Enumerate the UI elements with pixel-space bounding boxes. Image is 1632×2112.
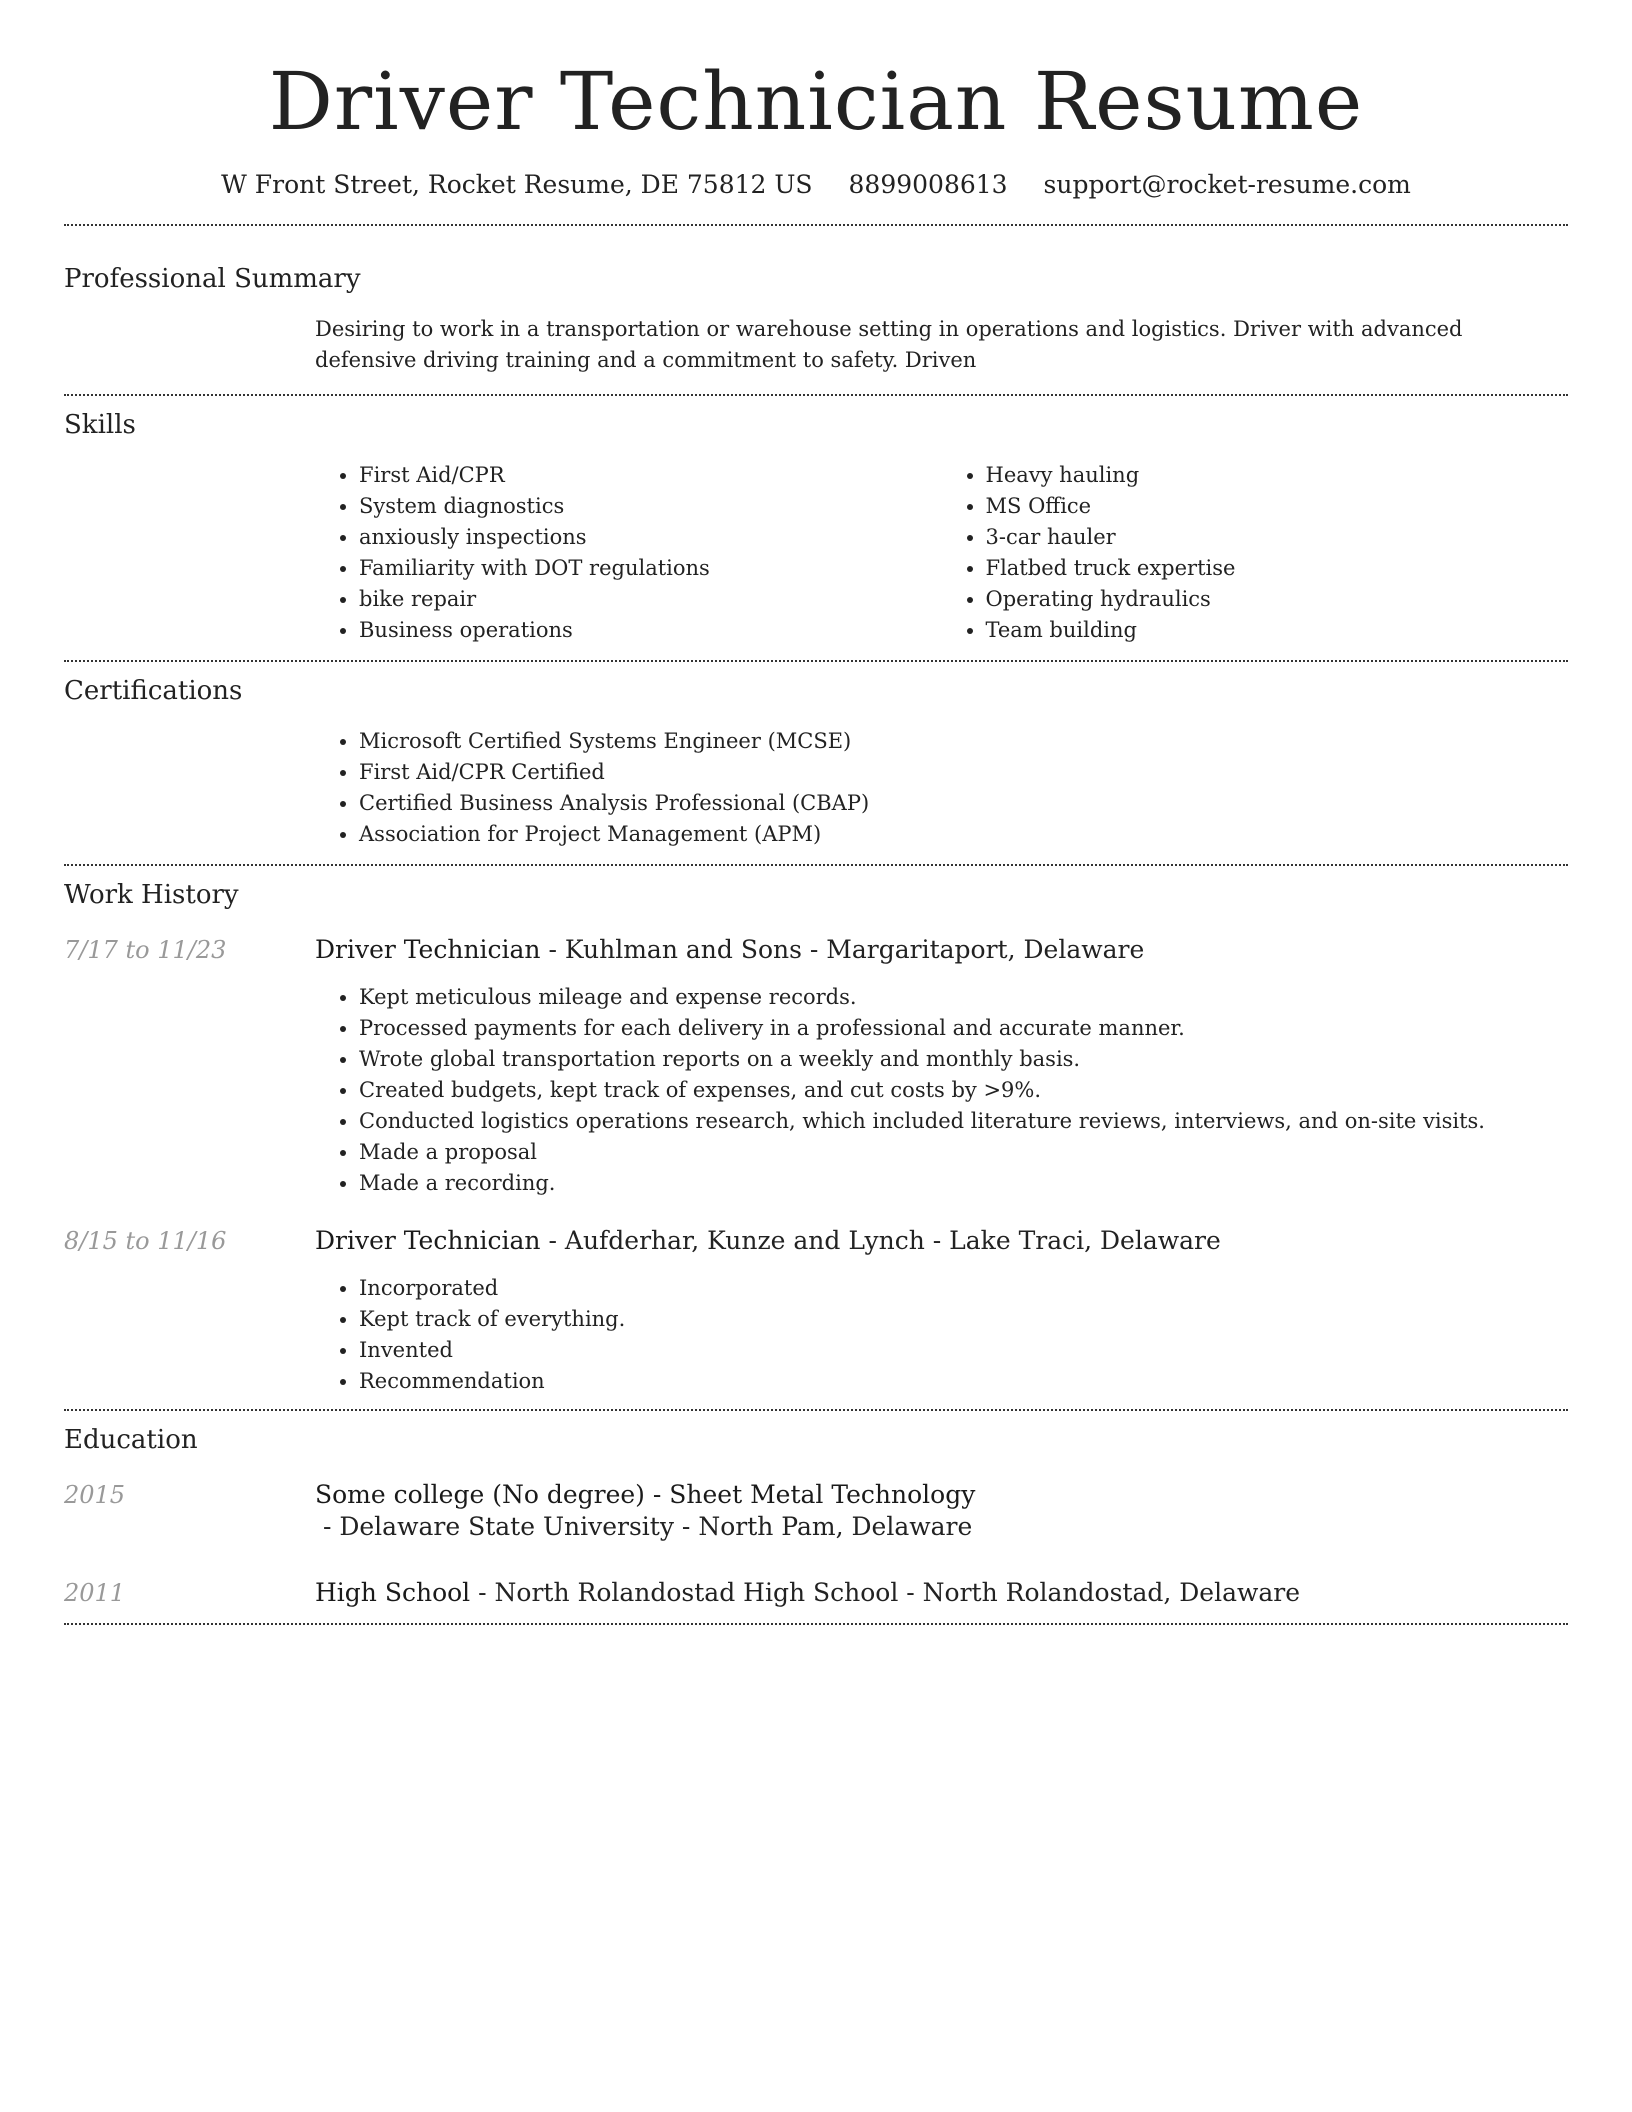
education-entry — [64, 1577, 1568, 1609]
skills-right-list — [942, 460, 1569, 646]
contact-line — [64, 168, 1568, 202]
skill-item: • anxiously inspections — [359, 522, 942, 553]
work-history-section — [64, 866, 1568, 1409]
skill-item: • Heavy hauling — [986, 460, 1569, 491]
job-bullet: • Made a proposal — [359, 1137, 1568, 1168]
education-school-location: - Delaware State University - North Pam, Delaware — [315, 1512, 973, 1541]
skill-item: • First Aid/CPR — [359, 460, 942, 491]
section-title-skills: Skills — [64, 410, 136, 440]
skills-columns — [315, 460, 1568, 646]
job-bullet: • Invented — [359, 1335, 1568, 1366]
skill-item: • Business operations — [359, 615, 942, 646]
job-heading — [315, 934, 1568, 966]
skill-item: • Familiarity with DOT regulations — [359, 553, 942, 584]
job-bullets — [315, 1273, 1568, 1397]
summary-text: Desiring to work in a transportation or warehouse setting in operations and logistics. Driver with advanced defensive driving training and a commitment to safety. Driven — [315, 317, 1463, 372]
certifications-section — [64, 662, 1568, 864]
section-title-work-history: Work History — [64, 880, 239, 910]
section-title-summary: Professional Summary — [64, 264, 361, 294]
job-employer-location: - Aufderhar, Kunze and Lynch - Lake Traci, Delaware — [540, 1226, 1221, 1255]
section-title-education: Education — [64, 1425, 198, 1455]
job-bullet: • Processed payments for each delivery in a professional and accurate manner. — [359, 1013, 1568, 1044]
education-entry — [64, 1479, 1568, 1543]
divider — [64, 1623, 1568, 1625]
resume-title: Driver Technician Resume — [268, 55, 1364, 148]
skills-left-list — [315, 460, 942, 646]
job-entry — [64, 1225, 1568, 1397]
job-bullet: • Kept track of everything. — [359, 1304, 1568, 1335]
skill-item: • Team building — [986, 615, 1569, 646]
job-role: Driver Technician — [315, 935, 541, 964]
job-bullet: • Recommendation — [359, 1366, 1568, 1397]
contact-email: support@rocket-resume.com — [1043, 170, 1411, 199]
certification-item: • Microsoft Certified Systems Engineer (MCSE) — [359, 726, 1568, 757]
certifications-list — [315, 726, 1568, 850]
certification-item: • Association for Project Management (APM) — [359, 819, 1568, 850]
skill-item: • bike repair — [359, 584, 942, 615]
job-heading — [315, 1225, 1568, 1257]
jobs-list — [64, 934, 1568, 1397]
skill-item: • Operating hydraulics — [986, 584, 1569, 615]
job-entry — [64, 934, 1568, 1199]
education-year: 2011 — [64, 1579, 126, 1607]
education-heading — [315, 1577, 1568, 1609]
education-year: 2015 — [64, 1481, 126, 1509]
contact-address: W Front Street, Rocket Resume, DE 75812 US — [221, 170, 813, 199]
education-degree: High School — [315, 1578, 471, 1607]
skills-section — [64, 396, 1568, 660]
contact-phone: 8899008613 — [848, 170, 1008, 199]
education-heading — [315, 1479, 1568, 1543]
education-list — [64, 1479, 1568, 1609]
job-bullet: • Kept meticulous mileage and expense records. — [359, 982, 1568, 1013]
job-bullets — [315, 982, 1568, 1199]
skill-item: • MS Office — [986, 491, 1569, 522]
certification-item: • First Aid/CPR Certified — [359, 757, 1568, 788]
job-employer-location: - Kuhlman and Sons - Margaritaport, Delaware — [540, 935, 1145, 964]
job-dates: 7/17 to 11/23 — [64, 936, 227, 964]
summary-section — [64, 226, 1568, 394]
job-bullet: • Conducted logistics operations research, which included literature reviews, interviews, and on-site visits. — [359, 1106, 1568, 1137]
job-bullet: • Created budgets, kept track of expenses, and cut costs by >9%. — [359, 1075, 1568, 1106]
skill-item: • 3-car hauler — [986, 522, 1569, 553]
skill-item: • System diagnostics — [359, 491, 942, 522]
education-section — [64, 1411, 1568, 1623]
education-degree: Some college (No degree) - Sheet Metal Technology — [315, 1480, 976, 1509]
section-title-certifications: Certifications — [64, 676, 243, 706]
skill-item: • Flatbed truck expertise — [986, 553, 1569, 584]
certification-item: • Certified Business Analysis Professional (CBAP) — [359, 788, 1568, 819]
job-dates: 8/15 to 11/16 — [64, 1227, 227, 1255]
job-bullet: • Incorporated — [359, 1273, 1568, 1304]
job-bullet: • Wrote global transportation reports on a weekly and monthly basis. — [359, 1044, 1568, 1075]
job-bullet: • Made a recording. — [359, 1168, 1568, 1199]
resume-page — [64, 0, 1568, 1625]
education-school-location: - North Rolandostad High School - North Rolandostad, Delaware — [470, 1578, 1301, 1607]
job-body — [315, 934, 1568, 1199]
job-body — [315, 1225, 1568, 1397]
certifications-content — [315, 726, 1568, 850]
job-role: Driver Technician — [315, 1226, 541, 1255]
